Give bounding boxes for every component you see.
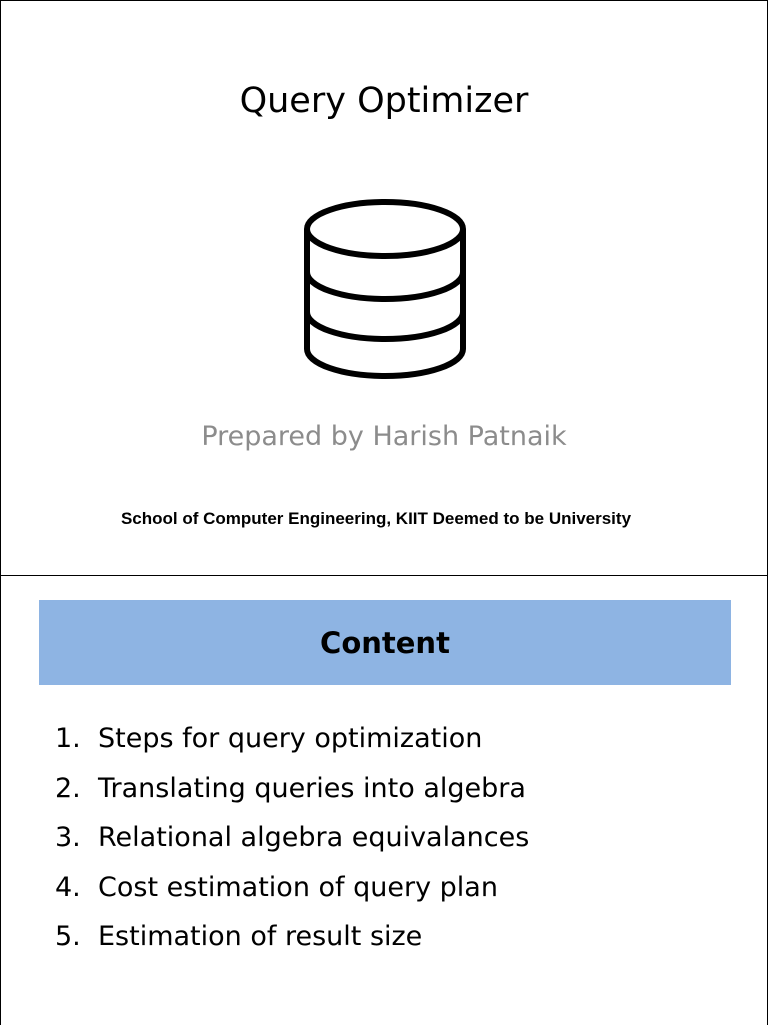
content-banner bbox=[39, 600, 731, 685]
list-item-number: 4. bbox=[55, 871, 81, 903]
list-item-number: 1. bbox=[55, 723, 81, 754]
list-item-text: Steps for query optimization bbox=[98, 723, 483, 754]
list-item bbox=[55, 714, 529, 764]
database-icon bbox=[299, 195, 471, 385]
list-item-text: Cost estimation of query plan bbox=[98, 871, 498, 903]
list-item-number: 5. bbox=[55, 921, 81, 952]
list-item bbox=[55, 813, 529, 863]
contents-list bbox=[55, 714, 529, 962]
list-item-text: Translating queries into algebra bbox=[98, 772, 526, 804]
list-item-text: Relational algebra equivalances bbox=[98, 822, 530, 853]
slide-title: Query Optimizer bbox=[239, 81, 529, 121]
list-item bbox=[55, 912, 529, 962]
list-item-number: 2. bbox=[55, 772, 81, 804]
list-item bbox=[55, 863, 529, 913]
list-item bbox=[55, 764, 529, 814]
content-slide bbox=[0, 575, 768, 1025]
list-item-number: 3. bbox=[55, 822, 81, 853]
content-heading: Content bbox=[320, 625, 450, 660]
school-line: School of Computer Engineering, KIIT Deemed to be University bbox=[120, 509, 632, 528]
author-line: Prepared by Harish Patnaik bbox=[201, 421, 567, 452]
list-item-text: Estimation of result size bbox=[98, 921, 423, 952]
